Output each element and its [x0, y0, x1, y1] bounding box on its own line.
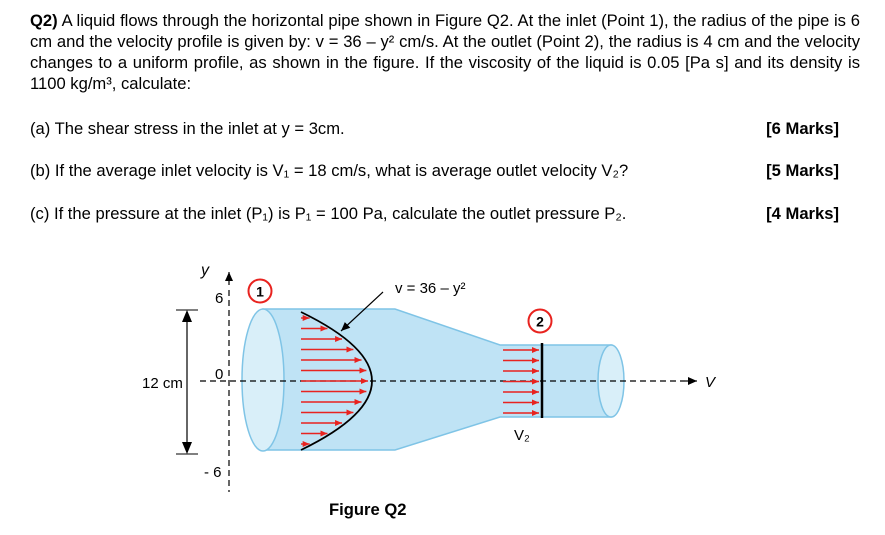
question-body: A liquid flows through the horizontal pipe shown in Figure Q2. At the inlet (Point 1), the radius of the pipe is 6 cm and the velocity profile is given by: v = 36 – y² cm/s. At the outlet (Point 2), the radius is 4 cm and the velocity changes to a uniform profile, as shown in the figure. If the viscosity of the liquid is 0.05 [Pa s] and its density is 1100 kg/m³, calculate: — [30, 11, 860, 93]
figure-caption: Figure Q2 — [329, 500, 407, 519]
diameter-label: 12 cm — [142, 375, 183, 392]
profile-label: v = 36 – y² — [395, 280, 466, 297]
tick-bottom: - 6 — [204, 464, 222, 481]
tick-top: 6 — [215, 290, 224, 307]
part-c: (c) If the pressure at the inlet (P₁) is P₁ = 100 Pa, calculate the outlet pressure P₂. — [30, 204, 627, 223]
question-number: Q2) — [30, 11, 58, 30]
pipe-body — [242, 309, 624, 451]
y-axis-label: y — [201, 262, 209, 279]
inlet-opening — [242, 309, 284, 451]
flow-axis-label: V — [705, 374, 716, 391]
point1-label: 1 — [256, 283, 264, 300]
part-c-marks: [4 Marks] — [766, 204, 839, 223]
part-a: (a) The shear stress in the inlet at y = 3cm. — [30, 119, 345, 138]
part-a-marks: [6 Marks] — [766, 119, 839, 138]
tick-zero: 0 — [215, 366, 224, 383]
point2-label: 2 — [536, 313, 544, 330]
part-b: (b) If the average inlet velocity is V₁ = 18 cm/s, what is average outlet velocity V₂? — [30, 161, 629, 180]
part-b-marks: [5 Marks] — [766, 161, 839, 180]
v2-label: V₂ — [514, 427, 530, 444]
